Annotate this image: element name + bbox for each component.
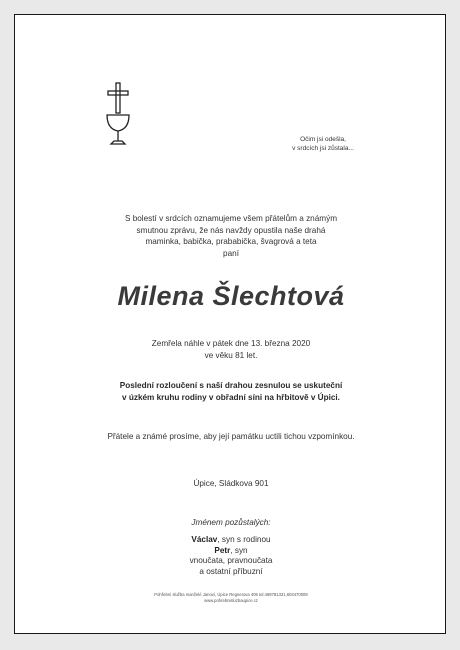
intro-line-2: smutnou zprávu, že nás navždy opustila naše drahá — [136, 225, 326, 235]
remembrance-request — [15, 431, 447, 443]
farewell-line-2: v úzkém kruhu rodiny v obřadní síni na hřbitově v Úpici. — [122, 392, 340, 402]
mourner-line-2 — [15, 546, 447, 557]
quote-line-1: Očim jsi odešla, — [300, 136, 346, 143]
mourners-heading — [15, 517, 447, 529]
mourners-list — [15, 535, 447, 577]
funeral-service-footer — [15, 592, 447, 604]
intro-line-3: maminka, babička, prababička, švagrová a teta — [145, 237, 317, 246]
announcement-intro — [15, 213, 447, 259]
family-address — [15, 478, 447, 490]
mourner-line-4: a ostatní příbuzní — [199, 566, 263, 576]
memorial-quote — [263, 135, 383, 153]
death-notice — [15, 338, 447, 361]
mourners-title: Jménem pozůstalých: — [191, 518, 271, 527]
mourner-line-3: vnoučata, pravnoučata — [189, 556, 273, 565]
mourner-relation-1: , syn s rodinou — [217, 535, 271, 544]
mourner-name-1: Václav — [191, 535, 218, 544]
farewell-notice — [15, 380, 447, 403]
obituary-sheet — [14, 14, 446, 634]
intro-line-1: S bolestí v srdcích oznamujeme všem přátelům a známým — [124, 214, 338, 223]
request-text: Přátele a známé prosíme, aby její památku uctili tichou vzpomínkou. — [107, 432, 355, 441]
cross-chalice-icon — [103, 81, 133, 151]
mourner-line-1 — [15, 535, 447, 546]
address-text: Úpice, Sládkova 901 — [193, 479, 269, 488]
death-line-2: ve věku 81 let. — [204, 350, 258, 360]
mourner-name-2: Petr — [214, 545, 231, 555]
mourner-relation-2: , syn — [230, 545, 248, 555]
farewell-line-1: Poslední rozloučení s naší drahou zesnulou se uskuteční — [119, 381, 343, 390]
deceased-name: Milena Šlechtová — [117, 281, 345, 311]
footer-website: www.pohrebnisluzbaupice.cz — [204, 598, 258, 603]
quote-line-2: v srdcích jsi zůstala... — [292, 145, 354, 152]
death-line-1: Zemřela náhle v pátek dne 13. března 2020 — [151, 339, 311, 348]
intro-line-4: paní — [223, 248, 239, 258]
footer-line-1: Pohřební služba manželé Janoví, Úpice Regnerova 405 tel.499781331,603470008 — [154, 592, 308, 597]
